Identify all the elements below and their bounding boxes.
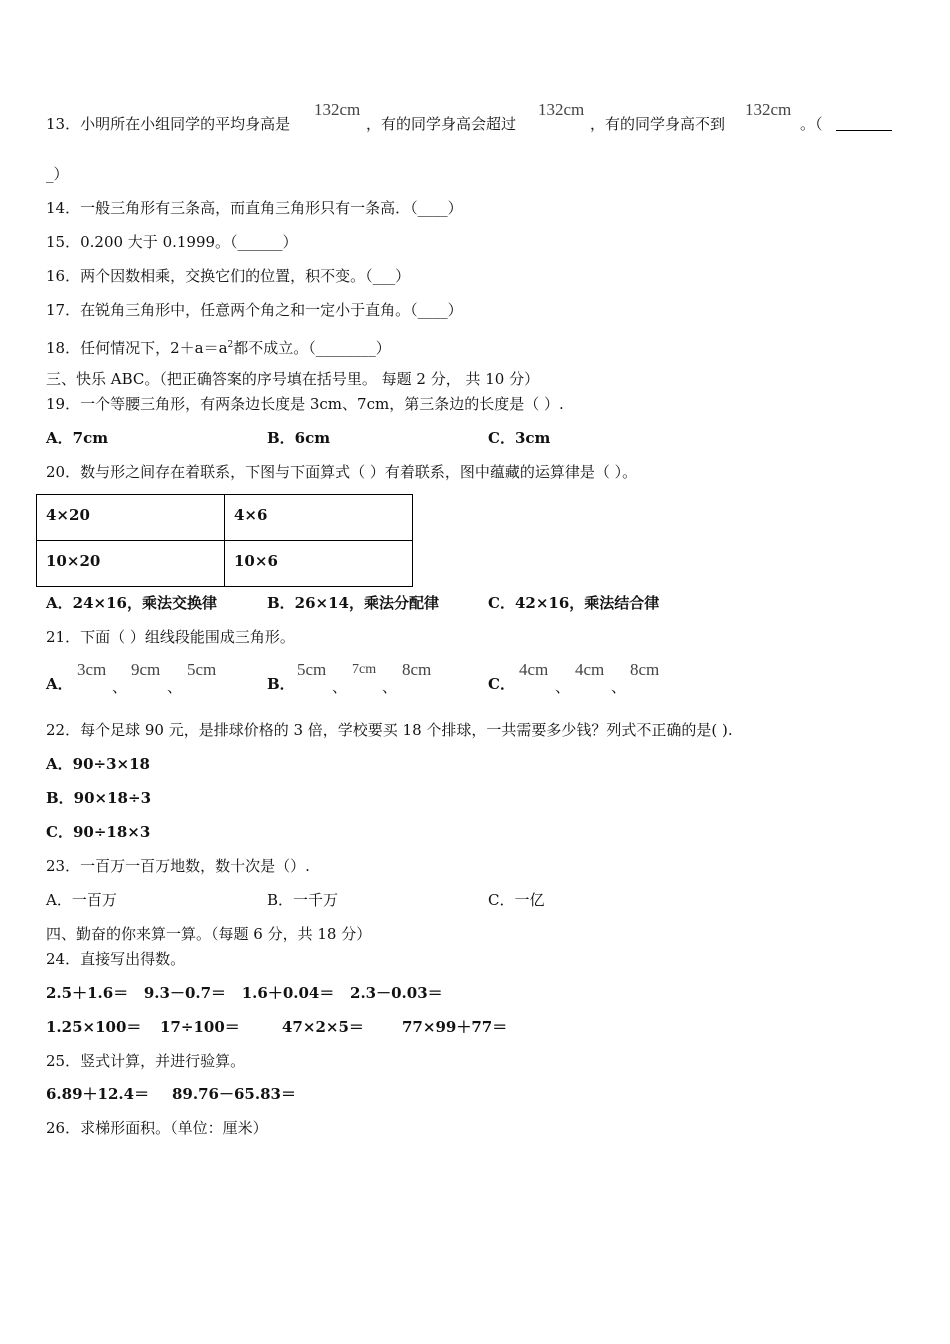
- q21-a-sep-1: 、: [112, 678, 128, 696]
- q13-text-a: 13．小明所在小组同学的平均身高是: [46, 115, 291, 133]
- q19-option-b: B．6cm: [267, 429, 331, 447]
- q24-row-1: 2.5＋1.6＝ 9.3－0.7＝ 1.6＋0.04＝ 2.3－0.03＝: [46, 984, 443, 1002]
- q19-stem: 19．一个等腰三角形，有两条边长度是 3cm、7cm，第三条边的长度是（ ）.: [46, 395, 564, 413]
- q18-text-a: 18．任何情况下，2＋a＝a: [46, 339, 228, 357]
- q22-option-a: A．90÷3×18: [46, 755, 150, 773]
- q13-text-b: ，有的同学身高会超过: [366, 115, 517, 133]
- q13-text-c: ，有的同学身高不到: [590, 115, 726, 133]
- q21-c-sep-1: 、: [555, 678, 571, 696]
- q23-option-a: A．一百万: [46, 891, 117, 909]
- q20-stem: 20．数与形之间存在着联系，下图与下面算式（ ）有着联系，图中蕴藏的运算律是（ ）。: [46, 463, 638, 481]
- q21-a-sep-2: 、: [167, 678, 183, 696]
- q16: 16．两个因数相乘，交换它们的位置，积不变。（___）: [46, 267, 411, 285]
- section-3-heading: 三、快乐 ABC。（把正确答案的序号填在括号里。 每题 2 分， 共 10 分）: [46, 370, 540, 388]
- q24-row-2-item: 47×2×5＝: [282, 1018, 364, 1036]
- q21-b-sep-2: 、: [382, 678, 398, 696]
- q18: [46, 335, 391, 358]
- q24-row-2-item: 77×99＋77＝: [402, 1018, 508, 1036]
- q20-option-b: B．26×14，乘法分配律: [267, 594, 439, 612]
- q22-stem: 22．每个足球 90 元，是排球价格的 3 倍，学校要买 18 个排球，一共需要多少钱？列式不正确的是( ).: [46, 721, 733, 739]
- q13-formula-2: 132cm: [538, 100, 585, 119]
- q18-superscript: 2: [227, 340, 234, 350]
- q21-b-value-3: 8cm: [402, 660, 432, 679]
- q26: 26．求梯形面积。（单位：厘米）: [46, 1119, 268, 1137]
- q25-stem: 25．竖式计算，并进行验算。: [46, 1052, 246, 1070]
- q20-option-a: A．24×16，乘法交换律: [46, 594, 217, 612]
- q23-stem: 23．一百万一百万地数，数十次是（）.: [46, 857, 310, 875]
- section-4-heading: 四、勤奋的你来算一算。（每题 6 分，共 18 分）: [46, 925, 372, 943]
- q13-line2: _）: [46, 165, 69, 183]
- q20-cell: 4×6: [225, 495, 413, 541]
- q24-row-2-item: 17÷100＝: [160, 1018, 240, 1036]
- q21-c-value-3: 8cm: [630, 660, 660, 679]
- q21-c-sep-2: 、: [611, 678, 627, 696]
- q21-b-sep-1: 、: [332, 678, 348, 696]
- q21-stem: 21．下面（ ）组线段能围成三角形。: [46, 628, 295, 646]
- q21-option-c-label: C．: [488, 675, 515, 693]
- q15: 15．0.200 大于 0.1999。（______）: [46, 233, 298, 251]
- q21-c-value-2: 4cm: [575, 660, 605, 679]
- q13-answer-blank: [836, 116, 892, 131]
- q21-option-a-label: A．: [46, 675, 73, 693]
- q20-option-c: C．42×16，乘法结合律: [488, 594, 660, 612]
- q21-a-value-1: 3cm: [77, 660, 107, 679]
- q24-row-2-item: 1.25×100＝: [46, 1018, 142, 1036]
- q21-a-value-2: 9cm: [131, 660, 161, 679]
- q20-cell: 10×20: [37, 541, 225, 587]
- q23-option-b: B．一千万: [267, 891, 339, 909]
- q13-line1: [46, 114, 290, 134]
- q13-formula-3: 132cm: [745, 100, 792, 119]
- q23-option-c: C．一亿: [488, 891, 545, 909]
- q14: 14．一般三角形有三条高，而直角三角形只有一条高．（____）: [46, 199, 463, 217]
- q20-cell: 4×20: [37, 495, 225, 541]
- q22-option-c: C．90÷18×3: [46, 823, 151, 841]
- q21-b-value-1: 5cm: [297, 660, 327, 679]
- q25-row-item: 89.76－65.83＝: [172, 1085, 296, 1103]
- q13-text-d: 。（: [800, 115, 823, 133]
- q21-c-value-1: 4cm: [519, 660, 549, 679]
- q21-b-value-2: 7cm: [352, 662, 377, 677]
- q20-cell: 10×6: [225, 541, 413, 587]
- q21-a-value-3: 5cm: [187, 660, 217, 679]
- q18-text-b: 都不成立。（________）: [233, 339, 391, 357]
- q17: 17．在锐角三角形中，任意两个角之和一定小于直角。（____）: [46, 301, 463, 319]
- q21-option-b-label: B．: [267, 675, 295, 693]
- q22-option-b: B．90×18÷3: [46, 789, 152, 807]
- q20-grid: [36, 494, 413, 587]
- q19-option-c: C．3cm: [488, 429, 551, 447]
- q25-row-item: 6.89＋12.4＝: [46, 1085, 150, 1103]
- q19-option-a: A．7cm: [46, 429, 109, 447]
- q13-formula-1: 132cm: [314, 100, 361, 119]
- q24-stem: 24．直接写出得数。: [46, 950, 186, 968]
